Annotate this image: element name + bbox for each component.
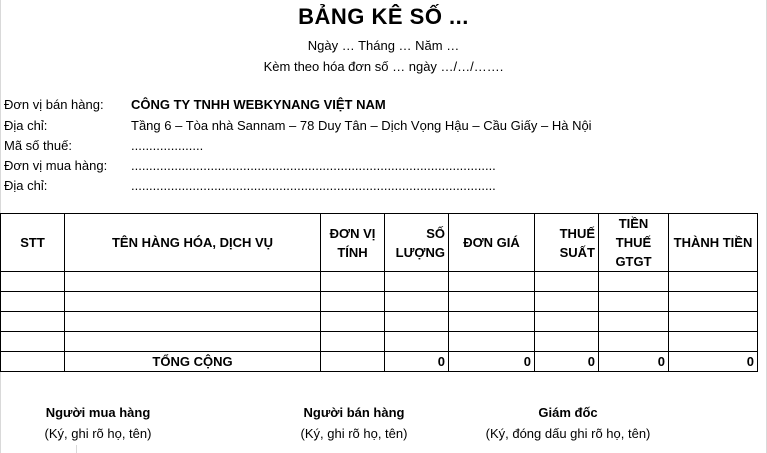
buyer-value: ..................................................................................................... xyxy=(131,158,496,173)
items-table xyxy=(0,213,758,372)
col-header-item-name: TÊN HÀNG HÓA, DỊCH VỤ xyxy=(65,214,321,272)
total-stt-cell xyxy=(1,352,65,372)
total-tax-rate: 0 xyxy=(535,352,599,372)
signature-seller xyxy=(272,402,436,444)
table-row xyxy=(1,272,758,292)
total-quantity: 0 xyxy=(385,352,449,372)
signature-director-note: (Ký, đóng dấu ghi rõ họ, tên) xyxy=(485,426,651,441)
table-header-row xyxy=(1,214,758,272)
seller-address-label: Địa chỉ: xyxy=(4,118,48,133)
seller-value: CÔNG TY TNHH WEBKYNANG VIỆT NAM xyxy=(131,97,386,112)
tax-code-label: Mã số thuế: xyxy=(4,138,72,153)
col-header-unit-price: ĐƠN GIÁ xyxy=(449,214,535,272)
total-row xyxy=(1,352,758,372)
total-unit-price: 0 xyxy=(449,352,535,372)
signature-buyer-role: Người mua hàng xyxy=(45,405,151,420)
table-row xyxy=(1,292,758,312)
date-line: Ngày … Tháng … Năm … xyxy=(307,38,460,53)
buyer-address-value: ..................................................................................................... xyxy=(131,178,496,193)
attach-line: Kèm theo hóa đơn số … ngày …/…/……. xyxy=(263,59,504,74)
signature-buyer-note: (Ký, ghi rõ họ, tên) xyxy=(44,426,152,441)
col-header-vat-amount: TIỀN THUẾ GTGT xyxy=(599,214,669,272)
document-title: BẢNG KÊ SỐ ... xyxy=(298,4,469,29)
total-amount: 0 xyxy=(669,352,758,372)
signature-director-role: Giám đốc xyxy=(538,405,598,420)
seller-label: Đơn vị bán hàng: xyxy=(4,97,104,112)
total-label: TỔNG CỘNG xyxy=(65,352,321,372)
total-unit-cell xyxy=(321,352,385,372)
col-header-total: THÀNH TIỀN xyxy=(669,214,758,272)
table-row xyxy=(1,312,758,332)
total-vat-amount: 0 xyxy=(599,352,669,372)
col-header-unit: ĐƠN VỊ TÍNH xyxy=(321,214,385,272)
seller-address-value: Tầng 6 – Tòa nhà Sannam – 78 Duy Tân – Dịch Vọng Hậu – Cầu Giấy – Hà Nội xyxy=(131,118,592,133)
signature-seller-note: (Ký, ghi rõ họ, tên) xyxy=(300,426,408,441)
table-row xyxy=(1,332,758,352)
col-header-stt: STT xyxy=(1,214,65,272)
col-header-tax-rate: THUẾ SUẤT xyxy=(535,214,599,272)
signature-buyer xyxy=(18,402,178,444)
sheet-gridline-bottom xyxy=(76,445,77,453)
tax-code-value: .................... xyxy=(131,138,204,153)
signature-seller-role: Người bán hàng xyxy=(303,405,405,420)
buyer-label: Đơn vị mua hàng: xyxy=(4,158,108,173)
col-header-quantity: SỐ LƯỢNG xyxy=(385,214,449,272)
buyer-address-label: Địa chỉ: xyxy=(4,178,48,193)
signature-director xyxy=(470,402,666,444)
